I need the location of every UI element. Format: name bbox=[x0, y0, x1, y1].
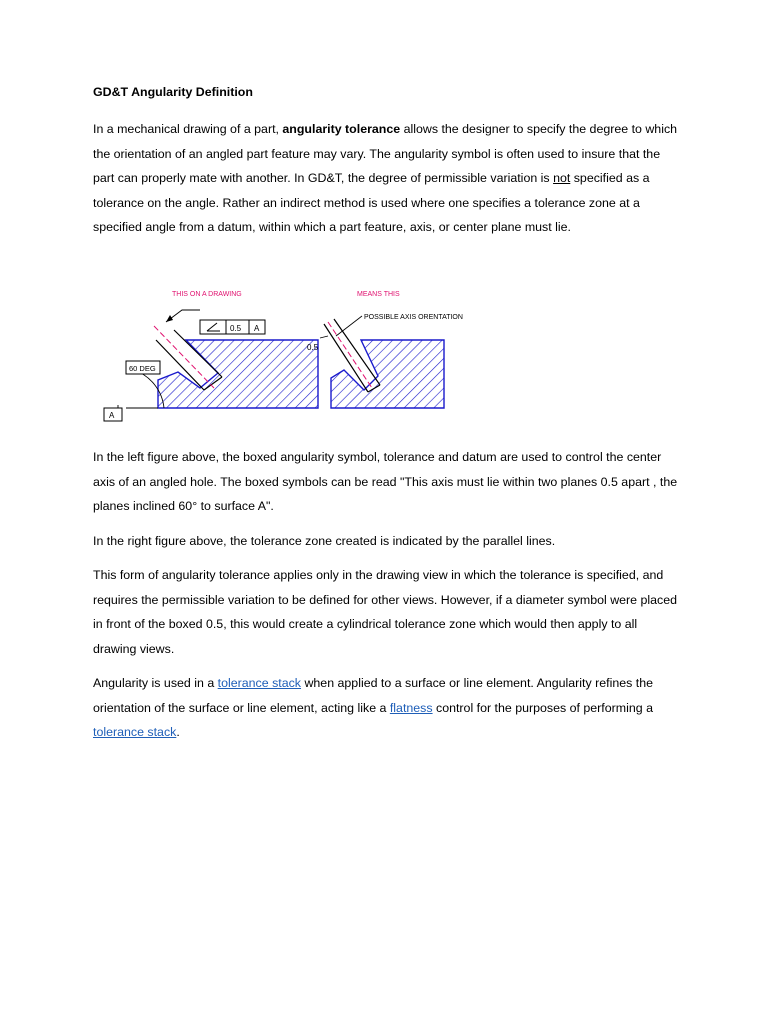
tolerance-stack-link-2[interactable]: tolerance stack bbox=[93, 725, 177, 739]
fcf-datum: A bbox=[254, 324, 260, 333]
right-part-block bbox=[331, 340, 444, 408]
left-part-block bbox=[158, 340, 318, 408]
zone-width-label: 0.5 bbox=[307, 343, 319, 352]
tolerance-stack-link-1[interactable]: tolerance stack bbox=[217, 676, 302, 690]
intro-text-2: allows the designer to specify the degree to which the orientation of an angled part feature may vary. The angularity symbol is often used to insure that the part can properly mate with another. In GD&T, the degree of permissible variation is bbox=[93, 122, 678, 185]
angularity-figure bbox=[96, 280, 486, 430]
stack-text-4: . bbox=[176, 725, 180, 739]
intro-paragraph bbox=[93, 117, 678, 240]
stack-text-3: control for the purposes of performing a bbox=[432, 700, 653, 715]
diameter-paragraph: This form of angularity tolerance applies only in the drawing view in which the tolerance is specified, and requires the permissible variation to be defined for other views. However, if a diameter symbol were placed in front of the boxed 0.5, this would create a cylindrical tolerance zone which would then apply to all drawing views. bbox=[93, 568, 678, 656]
angle-label: 60 DEG bbox=[129, 364, 156, 373]
page-title: GD&T Angularity Definition bbox=[93, 85, 253, 99]
right-figure-paragraph: In the right figure above, the tolerance zone created is indicated by the parallel lines. bbox=[93, 534, 556, 548]
intro-text-3: specified as a tolerance on the angle. Rather an indirect method is used where one specifies a tolerance zone at a specified angle from a datum, within which a part feature, axis, or center plane must lie. bbox=[93, 171, 650, 234]
left-figure-paragraph: In the left figure above, the boxed angularity symbol, tolerance and datum are used to control the center axis of an angled hole. The boxed symbols can be read "This axis must lie within two planes 0.5 apart , the planes inclined 60° to surface A". bbox=[93, 450, 678, 513]
intro-bold-term: angularity tolerance bbox=[282, 122, 401, 136]
datum-label: A bbox=[109, 411, 115, 420]
stack-text-1: Angularity is used in a bbox=[93, 676, 218, 690]
stack-text-2: when applied to a surface or line element. Angularity refines the orientation of the surface or line element, acting like a bbox=[93, 676, 653, 715]
fcf-tolerance: 0.5 bbox=[230, 324, 242, 333]
axis-orientation-label: POSSIBLE AXIS ORENTATION bbox=[364, 314, 463, 321]
left-caption: THIS ON A DRAWING bbox=[172, 291, 242, 298]
intro-underlined-word: not bbox=[553, 171, 571, 185]
right-caption: MEANS THIS bbox=[357, 291, 400, 298]
flatness-link[interactable]: flatness bbox=[389, 700, 433, 715]
right-figure bbox=[307, 291, 463, 408]
left-figure bbox=[104, 291, 318, 421]
intro-text-1: In a mechanical drawing of a part, bbox=[93, 122, 283, 136]
stack-paragraph bbox=[93, 671, 678, 745]
